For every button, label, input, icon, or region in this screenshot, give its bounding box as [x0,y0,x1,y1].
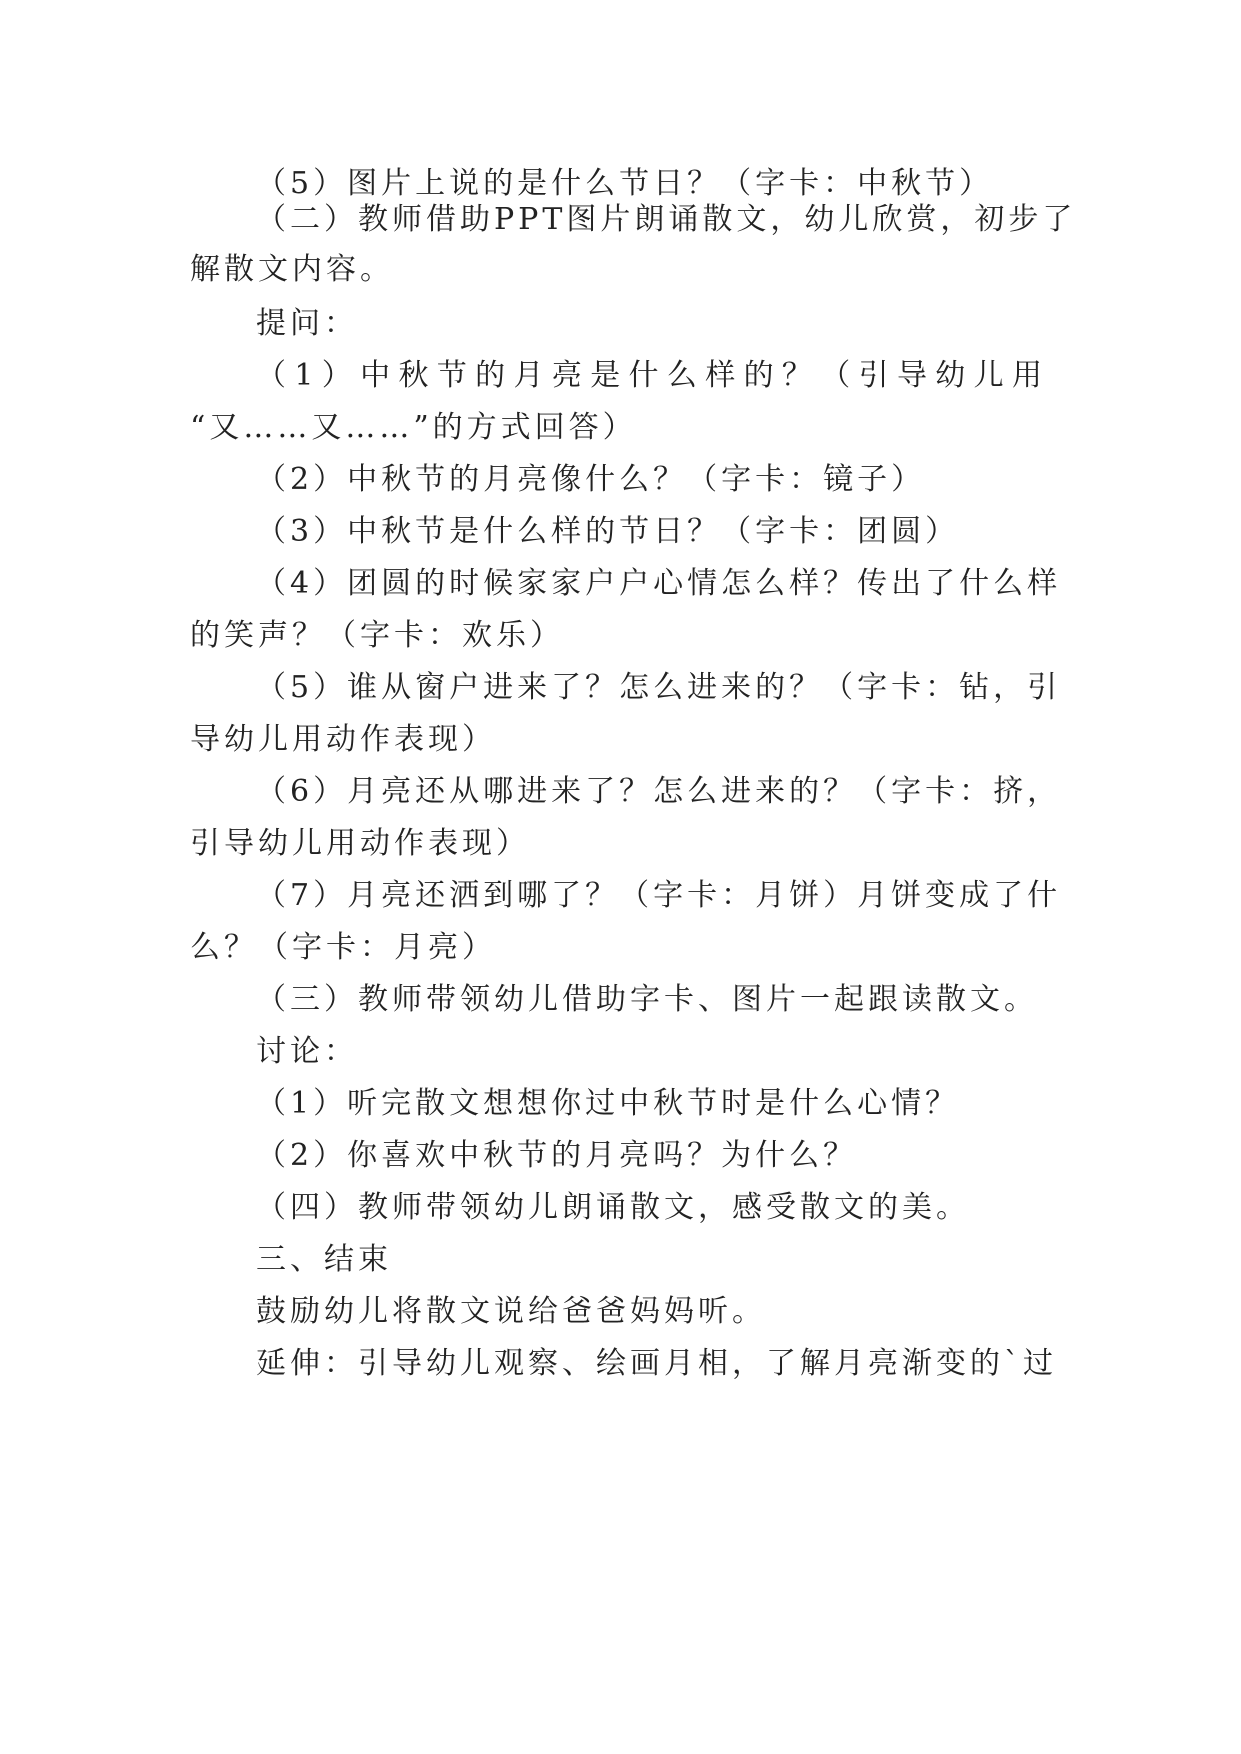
text-line [256,772,1062,812]
text-line [256,1344,1057,1384]
text-line-content: （7）月亮还洒到哪了？（字卡：月饼）月饼变成了什 [256,878,1062,913]
text-line [256,876,1062,916]
text-line: （5）图片上说的是什么节日？（字卡：中秋节） [256,166,994,201]
text-line: 鼓励幼儿将散文说给爸爸妈妈听。 [256,1294,766,1329]
text-line-content: （4）团圆的时候家家户户心情怎么样？传出了什么样 [256,566,1062,601]
text-line [256,564,1062,604]
text-line: 引导幼儿用动作表现） [190,826,530,861]
text-line: 解散文内容。 [190,252,394,287]
text-line-content: （1）中秋节的月亮是什么样的？（引导幼儿用 [256,358,1046,393]
text-line: 讨论： [256,1034,358,1069]
text-line [256,356,1046,396]
text-line-content: （5）谁从窗户进来了？怎么进来的？（字卡：钻，引 [256,670,1062,705]
text-line: “又……又……”的方式回答） [190,410,637,445]
text-line: （三）教师带领幼儿借助字卡、图片一起跟读散文。 [256,982,1038,1017]
text-line [256,200,1077,240]
section-heading: 三、结束 [256,1242,392,1277]
text-line: （2）你喜欢中秋节的月亮吗？为什么？ [256,1138,858,1173]
text-line: 的笑声？（字卡：欢乐） [190,618,564,653]
text-line-content: （6）月亮还从哪进来了？怎么进来的？（字卡：挤， [256,774,1062,809]
text-line: 导幼儿用动作表现） [190,722,496,757]
text-line-content: （二）教师借助PPT图片朗诵散文，幼儿欣赏，初步了 [256,202,1077,237]
text-line [256,668,1062,708]
text-line: （3）中秋节是什么样的节日？（字卡：团圆） [256,514,960,549]
text-line: 么？（字卡：月亮） [190,930,496,965]
text-line: （四）教师带领幼儿朗诵散文，感受散文的美。 [256,1190,970,1225]
text-line: （1）听完散文想想你过中秋节时是什么心情？ [256,1086,960,1121]
text-line: 提问： [256,306,358,341]
text-line-content: 延伸：引导幼儿观察、绘画月相，了解月亮渐变的`过 [256,1346,1057,1381]
text-line: （2）中秋节的月亮像什么？（字卡：镜子） [256,462,926,497]
